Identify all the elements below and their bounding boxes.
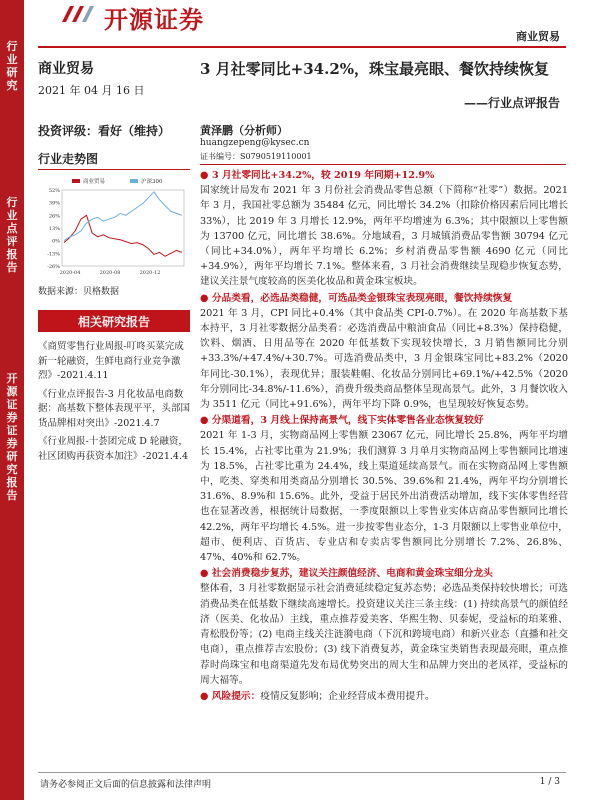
y-tick-label: 26%: [48, 213, 60, 220]
y-tick-label: -26%: [47, 264, 60, 270]
bullet-icon: ●: [200, 415, 212, 427]
logo-icon: [60, 2, 98, 24]
analyst-name: 黄泽鹏（分析师）: [200, 124, 288, 137]
related-title: 相关研究报告: [77, 315, 150, 329]
investment-rating: 投资评级：看好（维持）: [38, 124, 171, 138]
report-body: [200, 168, 568, 704]
report-subtitle: ——行业点评报告: [463, 96, 560, 110]
series-line: [64, 192, 182, 241]
bullet-icon: ●: [200, 568, 212, 580]
risk-heading: 风险提示：: [211, 690, 261, 702]
related-item[interactable]: 《行业周报-十荟团完成 D 轮融资，社区团购再获资本加注》-2021.4.4: [38, 436, 189, 462]
legend-label: 商业贸易: [83, 179, 106, 185]
bullet-icon: ●: [200, 292, 212, 304]
section-heading: 社会消费稳步复苏，建议关注颜值经济、电商和黄金珠宝细分龙头: [211, 568, 493, 580]
y-tick-label: 39%: [48, 200, 60, 207]
trend-chart: [38, 174, 188, 280]
band-mid-text: 行业点评报告: [6, 196, 18, 274]
chart-source: 数据来源：贝格数据: [38, 287, 120, 297]
related-item[interactable]: 《商贸零售行业周报-叮咚买菜完成新一轮融资，生鲜电商行业竞争激烈》-2021.4.11: [38, 341, 184, 381]
y-tick-label: 0%: [52, 238, 60, 245]
sector-name: 商业贸易: [38, 61, 94, 77]
page-number: 1 / 3: [539, 777, 560, 787]
y-tick-label: 13%: [48, 226, 60, 232]
trend-title: 行业走势图: [38, 152, 99, 166]
logo-text: 开源证券: [104, 6, 204, 34]
related-item[interactable]: 《行业点评报告-3 月化妆品电商数据：高基数下整体表现平平，头部国货品牌相对突出》-2021.4.7: [38, 388, 191, 429]
risk-text: 疫情反复影响；企业经营成本费用提升。: [260, 690, 435, 702]
section-heading: 分渠道看，3 月线上保持高景气，线下实体零售各业态恢复较好: [211, 415, 484, 427]
section-paragraph: 2021 年 3 月，CPI 同比+0.4%（其中食品类 CPI-0.7%）。在 2020 年高基数下基本持平，3 月社零数据分品类看：必选消费品中粮油食品（同比+8.3%）保持稳健，饮料、烟酒、日用品等在 2020 年低基数下实现较快增长，3 月销售额同比分别+33.3%/+47.4%/+30.7%。可选消费品类中，3 月金银珠宝同比+83.2%（2020 年同比-30.1%），表现优异；服装鞋帽、化妆品分别同比+69.1%/+42.5%（2020 年分别同比-34.8%/-11.6%），消费升级类商品整体呈现高景气。此外，3 月餐饮收入为 3511 亿元（同比+91.6%），两年平均下降 0.9%，也呈现较好恢复态势。: [200, 307, 568, 411]
analyst-cert: 证书编号：S0790519110001: [200, 152, 312, 161]
series-line: [64, 215, 182, 256]
section-paragraph: 国家统计局发布 2021 年 3 月份社会消费品零售总额（下简称“社零”）数据。2021 年 3 月，我国社零总额为 35484 亿元，同比增长 34.2%（扣除价格因素后同比增长 33%），比 2019 年 3 月增长 12.9%，两年平均增速为 6.3%；其中限额以上零售额为 13700 亿元，同比增长 38.6%。分地域看，3 月城镇消费品零售额 30794 亿元（同比+34.0%），两年平均增长 6.2%；乡村消费品零售额 4690 亿元（同比+34.9%），两年平均增长 7.1%。整体来看，3 月社会消费继续呈现稳步恢复态势，建议关注景气度较高的医美化妆品和黄金珠宝板块。: [200, 185, 568, 288]
header-divider: [38, 46, 566, 48]
related-list: [38, 340, 190, 468]
report-title: 3 月社零同比+34.2%，珠宝最亮眼、餐饮持续恢复: [200, 60, 550, 78]
x-tick-label: 2020-08: [99, 270, 121, 276]
y-tick-label: -13%: [47, 251, 60, 258]
legend-label: 沪深300: [141, 179, 163, 185]
legend-swatch: [130, 179, 138, 183]
section-heading: 3 月社零同比+34.2%，较 2019 年同期+12.9%: [211, 170, 435, 181]
section-paragraph: 2021 年 1-3 月，实物商品网上零售额 23067 亿元，同比增长 25.8%，两年平均增长 15.4%，占社零比重为 21.9%；我们测算 3 月单月实物商品网上零售额同比增速为 18.5%，占社零比重为 24.4%，线上渠道延续高景气。而在实物商品网上零售额中，吃类、穿类和用类商品分别增长 30.5%、39.6%和 21.4%，两年平均分别增长 31.6%、8.9%和 15.6%。此外，受益于居民外出消费活动增加，线下实体零售经营也在显著改善，根据统计局数据，一季度限额以上零售业实体店商品零售额同比增长 42.2%，两年平均增长 4.5%。进一步按零售业态分，1-3 月限额以上零售业单位中，超市、便利店、百货店、专业店和专卖店零售额同比分别增长 7.2%、26.8%、47%、40%和 62.7%。: [200, 430, 568, 564]
bullet-icon: ●: [200, 690, 212, 702]
analyst-email[interactable]: huangzepeng@kysec.cn: [200, 138, 310, 148]
y-tick-label: 52%: [48, 188, 60, 194]
footer-disclaimer: 请务必参阅正文后面的信息披露和法律声明: [40, 780, 212, 790]
analyst-divider: [200, 164, 566, 165]
legend-swatch: [72, 179, 80, 183]
section-heading: 分品类看，必选品类稳健，可选品类金银珠宝表现亮眼，餐饮持续恢复: [211, 292, 513, 304]
trend-divider: [38, 169, 190, 170]
footer-divider: [38, 772, 566, 773]
band-bottom-text: 开源证券 证券研究报告: [6, 372, 18, 502]
plot-frame: [62, 190, 184, 266]
x-tick-label: 2020-04: [59, 270, 81, 276]
x-tick-label: 2020-12: [139, 270, 161, 276]
header-sector-tag: 商业贸易: [516, 30, 560, 43]
report-date: 2021 年 04 月 16 日: [38, 84, 145, 97]
band-top-text: 行业研究: [6, 40, 18, 92]
bullet-icon: ●: [200, 170, 212, 181]
section-paragraph: 整体看，3 月社零数据显示社会消费延续稳定复苏态势；必选品类保持较快增长；可选消费品类在低基数下继续高速增长。投资建议关注三条主线：(1) 持续高景气的颜值经济（医美、化妆品）主线，重点推荐爱美客、华熙生物、贝泰妮，受益标的珀莱雅、青松股份等；(2) 电商主线关注涟漪电商（下沉和跨境电商）和新兴业态（直播和社交电商），重点推荐吉宏股份；(3) 线下消费复苏，黄金珠宝类销售表现最亮眼，重点推荐时尚珠宝和电商渠道先发布局优势突出的周大生和品牌力突出的老凤祥，受益标的周大福等。: [200, 583, 568, 686]
